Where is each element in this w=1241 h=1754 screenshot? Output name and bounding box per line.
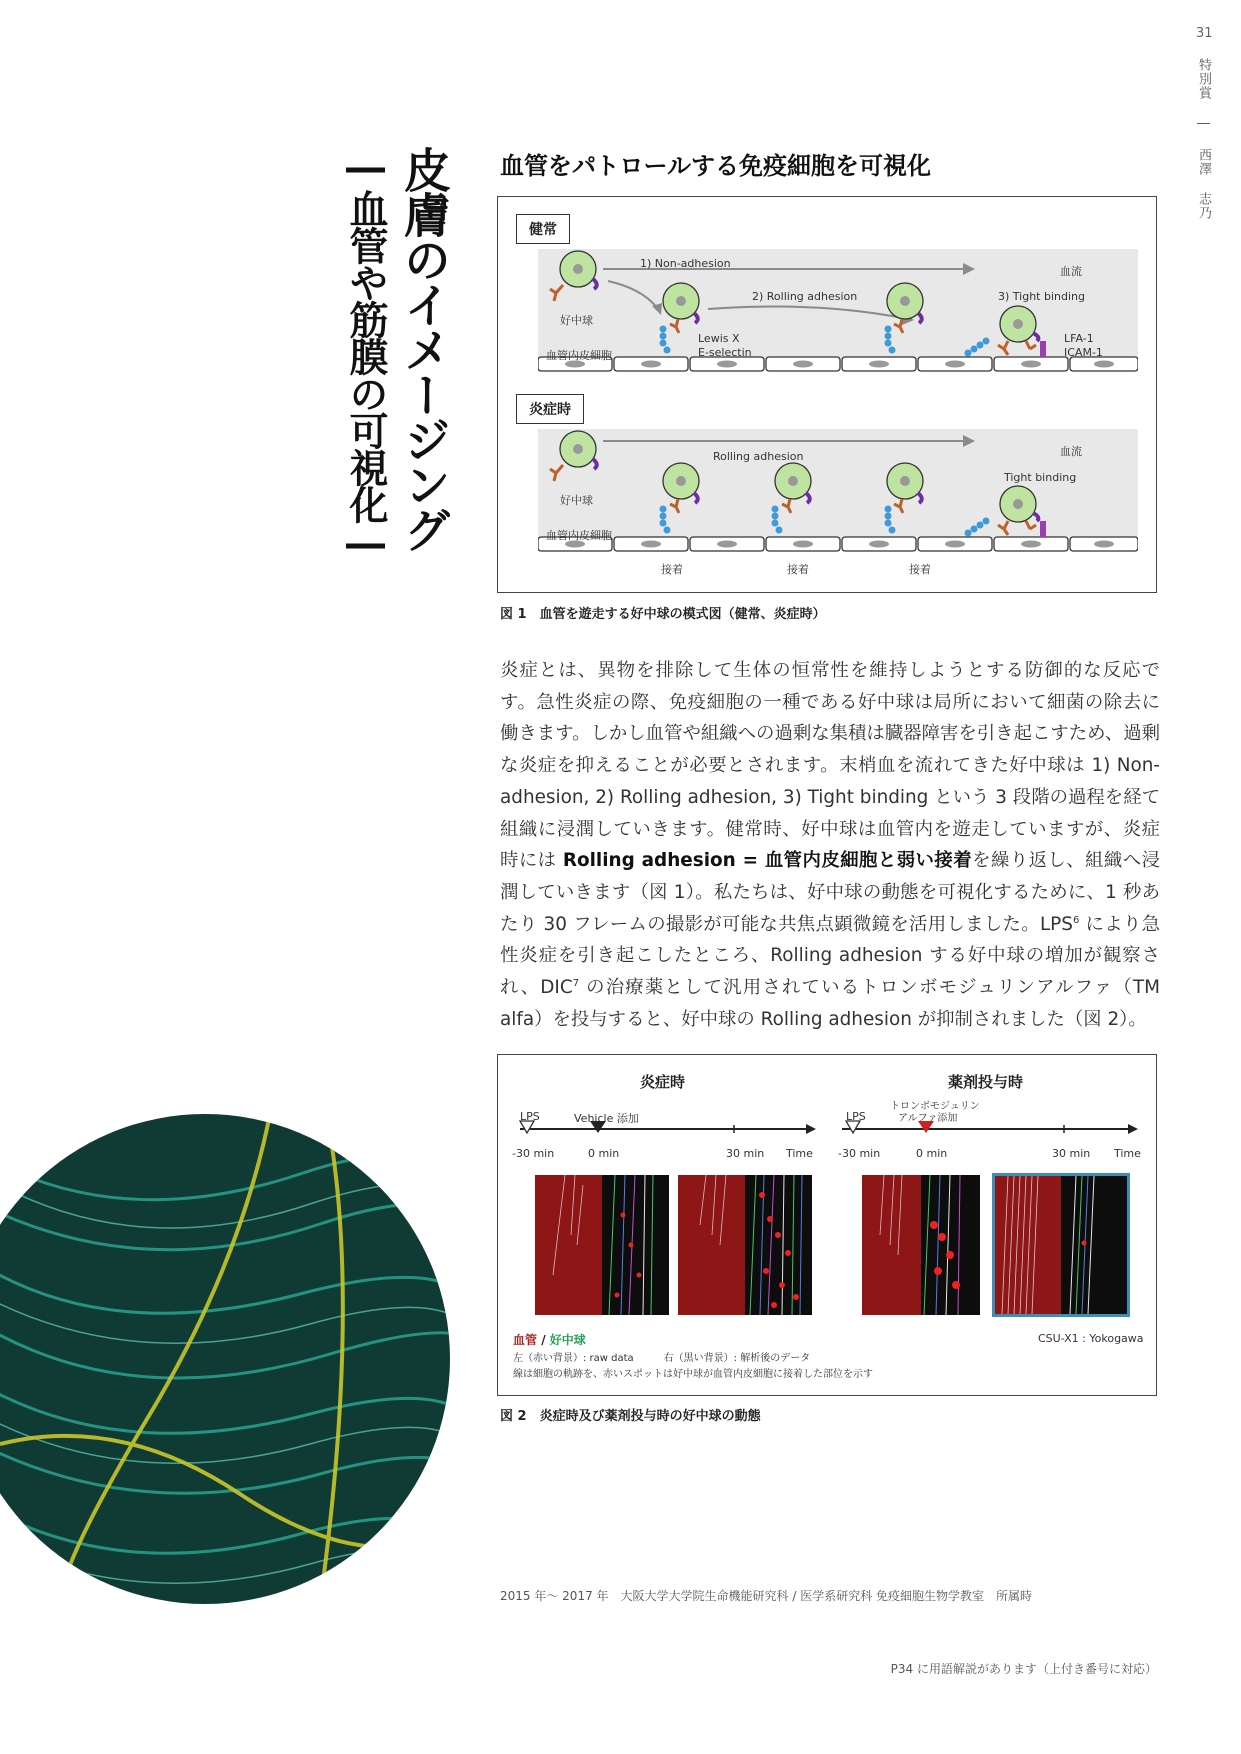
running-header: 特別賞 ― 西澤 志乃 (1196, 58, 1211, 220)
contact-label-3: 接着 (909, 563, 931, 576)
healthy-endothelium-label: 血管内皮細胞 (546, 349, 612, 362)
figure-2-caption: 図 2 炎症時及び薬剤投与時の好中球の動態 (500, 1409, 761, 1424)
fig2-legend-line-1: 左（赤い背景）: raw data 右（黒い背景）: 解析後のデータ (513, 1353, 811, 1364)
footer-affiliation: 2015 年〜 2017 年 大阪大学大学院生命機能研究科 / 医学系研究科 免疫細胞生物学教室 所属時 (500, 1589, 1033, 1603)
tissue-micrograph (0, 1114, 450, 1604)
fig2-right-t-minus30: -30 min (838, 1147, 881, 1160)
fig2-right-lps: LPS (846, 1110, 866, 1123)
healthy-molecule-1: Lewis X (698, 332, 740, 345)
body-part-4: の治療薬として汎用されているトロンボモジュリンアルファ（TM alfa）を投与すると、好中球の Rolling adhesion が抑制されました（図 2）。 (500, 977, 1161, 1030)
fig2-image-right-drug-2 (992, 1173, 1130, 1317)
fig2-left-title: 炎症時 (640, 1073, 686, 1091)
inflamed-arrow-label: Rolling adhesion (713, 450, 804, 463)
contact-label-2: 接着 (787, 563, 809, 576)
fig2-instrument: CSU-X1 : Yokogawa (1038, 1332, 1144, 1345)
fig2-image-left-vehicle-1 (535, 1175, 669, 1315)
fig2-left-t30: 30 min (726, 1147, 765, 1160)
fig2-right-title: 薬剤投与時 (948, 1073, 1024, 1091)
article-subtitle: ―血管や筋膜の可視化― (343, 146, 388, 565)
fig2-right-t30: 30 min (1052, 1147, 1091, 1160)
healthy-molecule-2: E-selectin (698, 346, 752, 359)
fig2-right-drug-1: トロンボモジュリン (890, 1101, 980, 1112)
healthy-arrow-1: 1) Non-adhesion (640, 257, 731, 270)
contact-label-1: 接着 (661, 563, 683, 576)
footnote-7[interactable]: 7 (572, 978, 580, 990)
healthy-flow-label: 血流 (1060, 265, 1082, 278)
fig2-legend-title (513, 1331, 586, 1348)
body-part-3: により急性炎症を引き起こしたところ、Rolling adhesion する好中球の増加が観察され、DIC (500, 913, 1160, 999)
fig2-legend-line-2: 線は細胞の軌跡を、赤いスポットは好中球が血管内皮細胞に接着した部位を示す (513, 1369, 873, 1380)
fig2-left-time: Time (786, 1147, 813, 1160)
inflamed-tight-label: Tight binding (1004, 471, 1077, 484)
fig2-left-vehicle: Vehicle 添加 (574, 1112, 639, 1125)
healthy-ligand-1: LFA-1 (1064, 332, 1094, 345)
tag-inflamed: 炎症時 (516, 394, 584, 424)
body-paragraph (500, 655, 1160, 1035)
fig2-image-right-drug-1 (862, 1175, 980, 1315)
body-part-2: を繰り返し、組織へ浸潤していきます（図 1）。私たちは、好中球の動態を可視化するために、1 秒あたり 30 フレームの撮影が可能な共焦点顕微鏡を活用しました。LPS (500, 850, 1160, 935)
footnote-6[interactable]: 6 (1072, 914, 1080, 926)
legend-slash: / (537, 1333, 550, 1347)
fig2-image-left-vehicle-2 (678, 1175, 812, 1315)
legend-vessel: 血管 (513, 1333, 538, 1347)
figure-2 (497, 1054, 1157, 1396)
healthy-arrow-3: 3) Tight binding (998, 290, 1085, 303)
footer-glossary-note: P34 に用語解説があります（上付き番号に対応） (890, 1662, 1157, 1676)
fig2-left-lps: LPS (520, 1110, 540, 1123)
inflamed-cell-label: 好中球 (560, 494, 593, 507)
fig2-right-drug-2: アルファ添加 (898, 1113, 958, 1124)
healthy-cell-label: 好中球 (560, 314, 593, 327)
diagram-inflamed (538, 429, 1138, 554)
inflamed-endothelium-label: 血管内皮細胞 (546, 529, 612, 542)
body-bold: Rolling adhesion = 血管内皮細胞と弱い接着 (562, 850, 973, 872)
article-title: 皮膚のイメージング (396, 146, 451, 551)
figure-1 (497, 196, 1157, 593)
fig2-left-t-minus30: -30 min (512, 1147, 555, 1160)
tag-healthy: 健常 (516, 214, 570, 244)
figure-1-caption: 図 1 血管を遊走する好中球の模式図（健常、炎症時） (500, 607, 826, 622)
diagram-healthy (538, 249, 1138, 374)
body-part-1: 炎症とは、異物を排除して生体の恒常性を維持しようとする防御的な反応です。急性炎症の際、免疫細胞の一種である好中球は局所において細菌の除去に働きます。しかし血管や組織への過剰な集積は臓器障害を引き起こすため、過剰な炎症を抑えることが必要とされます。末梢血を流れてきた好中球は 1) Non-adhesion, 2) Rolling adhesion, 3) Tight binding という 3 段階の過程を経て組織に浸潤していきます。健常時、好中球は血管内を遊走していますが、炎症時には (500, 660, 1160, 872)
fig2-right-time: Time (1114, 1147, 1141, 1160)
fig2-right-t0: 0 min (916, 1147, 948, 1160)
fig2-left-t0: 0 min (588, 1147, 620, 1160)
legend-neutrophil: 好中球 (549, 1333, 586, 1347)
inflamed-flow-label: 血流 (1060, 445, 1082, 458)
page-number: 31 (1196, 26, 1213, 41)
section-heading: 血管をパトロールする免疫細胞を可視化 (500, 152, 932, 180)
healthy-arrow-2: 2) Rolling adhesion (752, 290, 858, 303)
healthy-ligand-2: ICAM-1 (1064, 346, 1103, 359)
